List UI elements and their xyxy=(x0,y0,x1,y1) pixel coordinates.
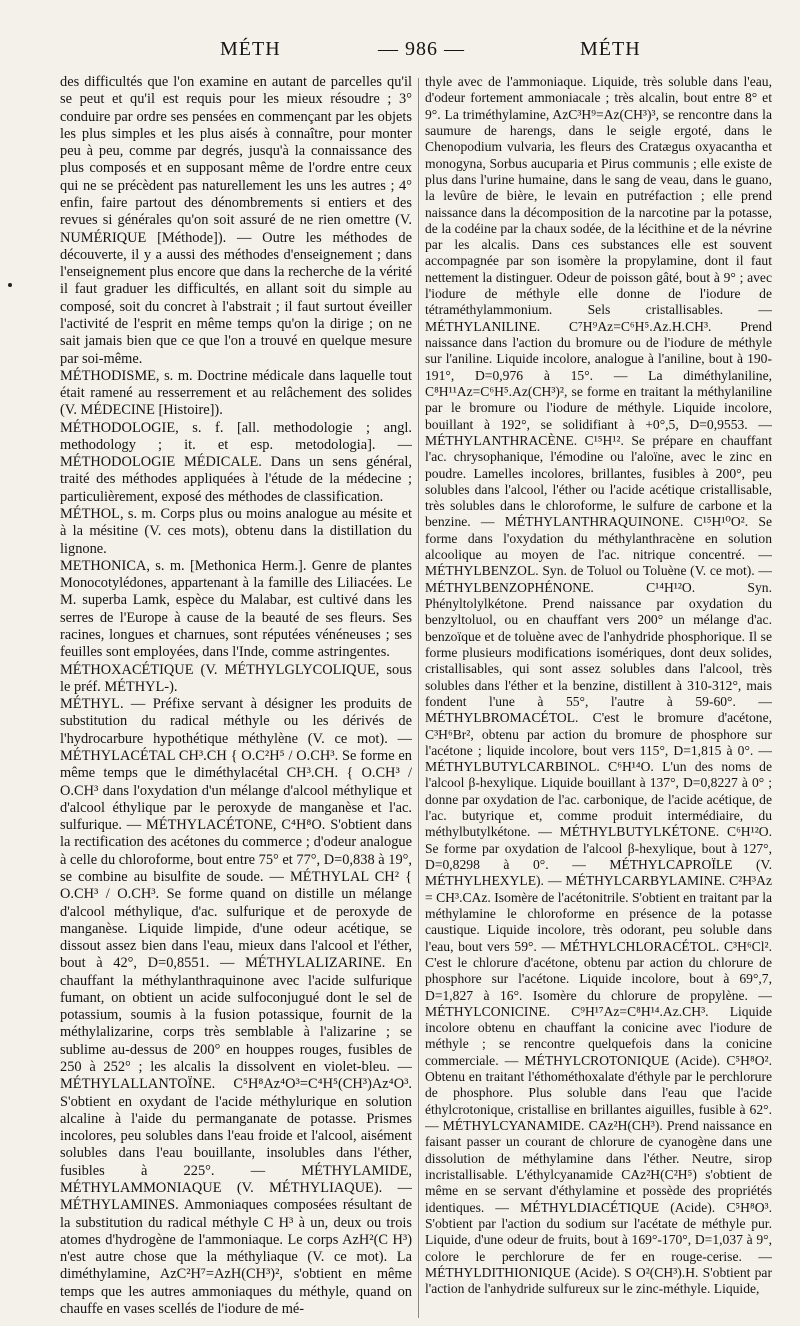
entry-methoxacetique: MÉTHOXACÉTIQUE (V. MÉTHYLGLYCOLIQUE, sous le préf. MÉTHYL-). xyxy=(60,661,412,695)
entry-methyl: MÉTHYL. — Préfixe servant à désigner les produits de substitution du radical méthyle ou les dérivés de l'hydrocarbure hypothétique méthylène (V. ce mot). — MÉTHYLACÉTAL CH³.CH { O.C²H⁵ / O.CH³. Se forme en même temps que le diméthylacétal CH³.CH. { O.CH³ / O.CH³ dans l'oxydation d'un mélange d'alcool méthylique et d'alcool éthylique par le peroxyde de manganèse et l'ac. sulfurique. — MÉTHYLACÉTONE, C⁴H⁸O. S'obtient dans la rectification des acétones du commerce ; d'odeur analogue à celle du chloroforme, bout entre 75° et 77°, D=0,838 à 19°, se combine au bisulfite de soude. — MÉTHYLAL CH² { O.CH³ / O.CH³. Se forme quand on distille un mélange d'alcool méthylique, d'ac. sulfurique et de peroxyde de manganèse. Liquide limpide, d'une odeur acétique, se dissout assez bien dans l'eau, mieux dans l'alcool et l'éther, bout à 42°, D=0,8551. — MÉTHYLALIZARINE. En chauffant la méthylanthraquinone avec l'acide sulfurique fumant, on obtient un acide sulfoconjugué dont le sel de potassium, soumis à la fusion potassique, fournit de la méthylalizarine, corps très semblable à l'alizarine ; se sublime au-dessus de 200° en houppes rouges, fusibles de 250 à 252° ; les alcalis la dissolvent en violet-bleu. — MÉTHYLALLANTOÏNE. C⁵H⁸Az⁴O³=C⁴H⁵(CH³)Az⁴O³. S'obtient en oxydant de l'acide méthylurique en solution alcaline à l'aide du permanganate de potasse. Prismes incolores, peu solubles dans l'eau froide et l'alcool, aisément solubles dans l'eau bouillante, insolubles dans l'éther, fusibles à 225°. — MÉTHYLAMIDE, MÉTHYLAMMONIAQUE (V. MÉTHYLIAQUE). — MÉTHYLAMINES. Ammoniaques composées résultant de la substitution du radical méthyle C H³ à un, deux ou trois atomes d'hydrogène de l'ammoniaque. Le corps AzH²(C H³) n'est autre chose que la méthyliaque (V. ce mot). La diméthylamine, AzC²H⁷=AzH(CH³)², s'obtient en même temps que les autres ammoniaques du méthyle, quand on chauffe en vases scellés de l'iodure de mé- xyxy=(60,696,412,1317)
running-head-left: MÉTH xyxy=(220,38,281,60)
running-head-right: MÉTH xyxy=(580,38,641,60)
entry-methonica: METHONICA, s. m. [Methonica Herm.]. Genre de plantes Monocotylédones, appartenant à la famille des Liliacées. Le M. superba Lamk, espèce du Malabar, est cultivé dans les serres de l'Europe à cause de la beauté de ses fleurs. Ses racines, longues et charnues, sont réputées vénéneuses ; ses feuilles sont employées, dans l'Inde, comme astringentes. xyxy=(60,557,412,661)
page-number: — 986 — xyxy=(378,38,465,60)
right-column xyxy=(425,74,772,1324)
entry-methodologie: MÉTHODOLOGIE, s. f. [all. methodologie ; angl. methodology ; it. et esp. metodologia]. — MÉTHODOLOGIE MÉDICALE. Dans un sens général, traité des méthodes appliquées à l'étude de la médecine ; particulièrement, exposé des méthodes de classification. xyxy=(60,419,412,505)
paragraph-continuation: des difficultés que l'on examine en autant de parcelles qu'il se peut et qu'il est requis pour les mieux résoudre ; 3° conduire par ordre ses pensées en commençant par les objets les plus simples et les plus aisés à connaître, pour monter peu à peu, comme par degrés, jusqu'à la connaissance des plus composés et en supposant même de l'ordre entre ceux qui ne se précèdent pas naturellement les uns les autres ; 4° enfin, faire partout des dénombrements si entiers et des revues si générales qu'on soit assuré de ne rien omettre (V. NUMÉRIQUE [Méthode]). — Outre les méthodes de découverte, il y a aussi des méthodes d'enseignement ; dans l'enseignement plus encore que dans la recherche de la vérité il faut graduer les difficultés, en allant soit du simple au composé, soit du concret à l'abstrait ; il faut surtout éveiller l'activité de l'esprit en même temps qu'on la dirige ; on ne sait jamais bien que ce que l'on a trouvé en quelque mesure par soi-même. xyxy=(60,74,412,367)
entry-methol: MÉTHOL, s. m. Corps plus ou moins analogue au mésite et à la mésitine (V. ces mots), obtenu dans la distillation du lignone. xyxy=(60,506,412,557)
page-header xyxy=(60,38,770,66)
print-speck xyxy=(8,283,12,287)
left-column xyxy=(60,74,412,1324)
entry-methyl-continued: thyle avec de l'ammoniaque. Liquide, très soluble dans l'eau, d'odeur fortement ammoniacale ; très alcalin, bout entre 8° et 9°. La triméthylamine, AzC³H⁹=Az(CH³)³, se rencontre dans la saumure de harengs, dans le seigle ergoté, dans le Chenopodium vulvaria, les fleurs des Cratægus oxyacantha et monogyna, Sorbus aucuparia et Pirus communis ; elle existe de plus dans l'urine humaine, dans le sang de veau, dans le guano, la levûre de bière, le levain en putréfaction ; elle prend naissance dans la décomposition de la narcotine par la potasse, de la codéine par la chaux sodée, de la lécithine et de la névrine par les alcalis. Dans ces substances elle est souvent accompagnée par son isomère la propylamine, dont il faut nettement la distinguer. Odeur de poisson gâté, bout à 9° ; avec l'iodure de méthyle elle donne de l'iodure de tétraméthylammonium. Sels cristallisables. — MÉTHYLANILINE. C⁷H⁹Az=C⁶H⁵.Az.H.CH³. Prend naissance dans l'action du bromure ou de l'iodure de méthyle sur l'aniline. Liquide incolore, analogue à l'aniline, bout à 190-191°, D=0,976 à 15°. — La diméthylaniline, C⁸H¹¹Az=C⁶H⁵.Az(CH³)², se forme en traitant la méthylaniline par le bromure ou l'iodure de méthyle. Liquide incolore, bouillant à 192°, se solidifiant à +0°,5, D=0,9553. — MÉTHYLANTHRACÈNE. C¹⁵H¹². Se prépare en chauffant l'ac. chrysophanique, l'émodine ou l'aloïne, avec le zinc en poudre. Lamelles incolores, brillantes, fusibles à 200°, peu solubles dans l'alcool, l'éther ou l'acide acétique cristallisable, très solubles dans le chloroforme, le sulfure de carbone et la benzine. — MÉTHYLANTHRAQUINONE. C¹⁵H¹⁰O². Se forme dans l'oxydation du méthylanthracène en solution alcoolique au moyen de l'ac. nitrique concentré. — MÉTHYLBENZOL. Syn. de Toluol ou Toluène (V. ce mot). — MÉTHYLBENZOPHÉNONE. C¹⁴H¹²O. Syn. Phényltolylkétone. Prend naissance par oxydation du benzyltoluol, ou en chauffant vers 200° un mélange d'ac. benzoïque et de toluène avec de l'anhydride phosphorique. Il se forme plusieurs modifications isomériques, dont deux solides, cristallisables, qui sont assez solubles dans l'alcool, très solubles dans l'éther et la benzine, distillent à 310-312°, mais fondent l'une à 55°, l'autre à 59-60°. — MÉTHYLBROMACÉTOL. C'est le bromure d'acétone, C³H⁶Br², obtenu par action du bromure de phosphore sur l'acétone ; liquide incolore, bout vers 115°, D=1,815 à 0°. — MÉTHYLBUTYLCARBINOL. C⁶H¹⁴O. L'un des noms de l'alcool β-hexylique. Liquide bouillant à 137°, D=0,8227 à 0° ; donne par oxydation de l'ac. carbonique, de l'acide acétique, de l'ac. butyrique et, comme produit intermédiaire, du méthylbutylkétone. — MÉTHYLBUTYLKÉTONE. C⁶H¹²O. Se forme par oxydation de l'alcool β-hexylique, bout à 127°, D=0,8298 à 0°. — MÉTHYLCAPROÏLE (V. MÉTHYLHEXYLE). — MÉTHYLCARBYLAMINE. C²H³Az = CH³.CAz. Isomère de l'acétonitrile. S'obtient en traitant par la méthylamine le chloroforme en présence de la potasse caustique. Liquide incolore, très odorant, peu soluble dans l'eau, bout vers 59°. — MÉTHYLCHLORACÉTOL. C³H⁶Cl². C'est le chlorure d'acétone, obtenu par action du chlorure de phosphore sur l'acétone. Liquide incolore, bout à 69°,7, D=1,827 à 16°. Isomère du chlorure de propylène. — MÉTHYLCONICINE. C⁹H¹⁷Az=C⁸H¹⁴.Az.CH³. Liquide incolore obtenu en chauffant la conicine avec l'iodure de méthyle ; se rencontre quelquefois dans la conicine commerciale. — MÉTHYLCROTONIQUE (Acide). C⁵H⁸O². Obtenu en traitant l'éthométhoxalate d'éthyle par le perchlorure de phosphore. Plus soluble dans l'eau que l'acide éthylcrotonique, cristallise en brillantes aiguilles, fusible à 62°. — MÉTHYLCYANAMIDE. CAz²H(CH³). Prend naissance en faisant passer un courant de chlorure de cyanogène dans une dissolution de méthylamine dans l'éther. Neutre, sirop incristallisable. L'éthylcyanamide CAz²H(C²H⁵) s'obtient de même en se servant d'éthylamine et possède des propriétés identiques. — MÉTHYLDIACÉTIQUE (Acide). C⁵H⁸O³. S'obtient par l'action du sodium sur l'acétate de méthyle pur. Liquide, d'une odeur de fruits, bout à 169°-170°, D=1,037 à 9°, colore le perchlorure de fer en rouge-cerise. — MÉTHYLDITHIONIQUE (Acide). S O²(CH³).H. S'obtient par l'action de l'anhydride sulfureux sur le zinc-méthyle. Liquide, xyxy=(425,74,772,1297)
entry-methodisme: MÉTHODISME, s. m. Doctrine médicale dans laquelle tout était ramené au resserrement et au relâchement des solides (V. MÉDECINE [Histoire]). xyxy=(60,367,412,419)
column-divider xyxy=(418,78,419,1318)
